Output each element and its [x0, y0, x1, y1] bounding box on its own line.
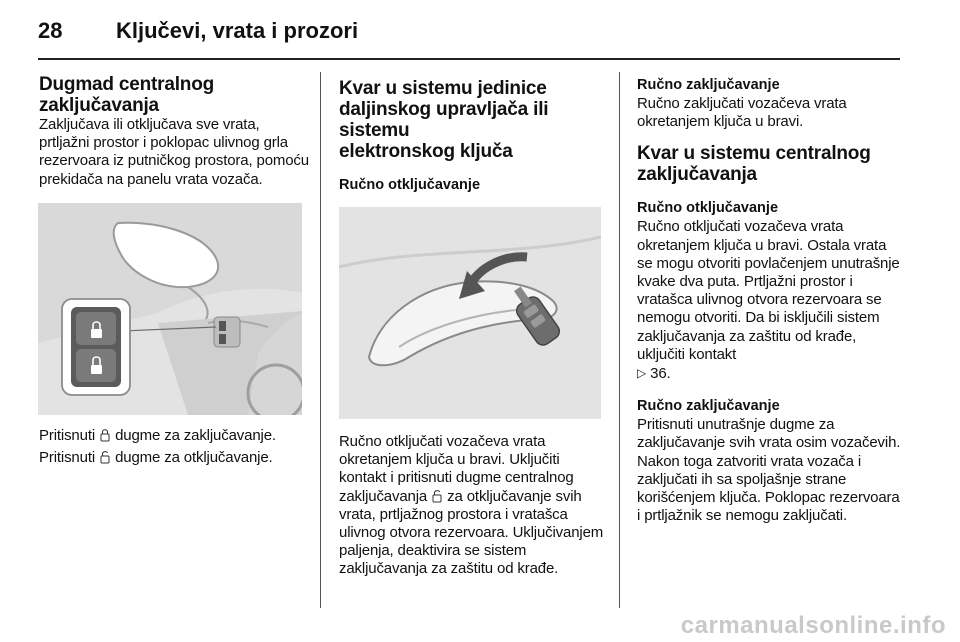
subheading-manual-unlock: Ručno otključavanje — [637, 200, 779, 217]
manual-lock-text: Pritisnuti unutrašnje dugme za zaključavanje svih vrata osim vozačevih. Nakon toga zatvoriti vrata vozača i zaključati ih sa spoljašnje strane korišćenjem ključa. Poklopac rezervoara i prtljažnik se nemogu zaključati. — [637, 416, 901, 525]
door-panel-illustration — [38, 203, 302, 415]
subheading-manual-lock: Ručno zaključavanje — [637, 398, 780, 415]
column-left — [39, 72, 309, 467]
chapter-title: Ključevi, vrata i prozori — [116, 18, 359, 43]
page-number: 28 — [38, 18, 63, 43]
manual-unlock-text: Ručno otključati vozačeva vrata okretanjem ključa u bravi. Ostala vrata se mogu otvoriti povlačenjem unutrašnje kvake dva puta. Prtljažni prostor i vratašca ulivnog otvora rezervoara se nemogu otvoriti. Da bi isključili sistem zaključavanja za zaštitu od krađe, uključiti kontakt ▷ 36. — [637, 218, 900, 383]
door-handle-key-illustration — [339, 207, 601, 419]
column-divider — [320, 72, 321, 608]
page-header — [38, 14, 900, 56]
lock-open-icon — [432, 489, 442, 503]
column-middle — [339, 72, 607, 579]
column-right — [637, 72, 905, 525]
subheading-manual-unlock: Ručno otključavanje — [339, 177, 481, 193]
manual-lock-text: Ručno zaključati vozačeva vrata okretanjem ključa u bravi. — [637, 95, 847, 131]
lock-open-icon — [100, 450, 110, 464]
section-heading-central-locking-fault: Kvar u sistemu centralnog zaključavanja — [637, 143, 871, 186]
watermark: carmanualsonline.info — [680, 612, 946, 639]
column-divider — [619, 72, 620, 608]
unlock-instruction: Pritisnuti dugme za otključavanje. — [39, 449, 273, 467]
header-divider — [38, 58, 900, 60]
page-reference-icon: ▷ — [637, 366, 647, 381]
section-heading-central-locking-buttons: Dugmad centralnog zaključavanja — [39, 74, 215, 116]
section-heading-remote-fault: Kvar u sistemu jedinice daljinskog upravljača ili sistemu elektronskog ključa — [339, 78, 549, 162]
manual-unlock-text: Ručno otključati vozačeva vrata okretanjem ključa u bravi. Uključiti kontakt i pritisnuti dugme centralnog zaključavanja za otključavanje svih vrata, prtljažnog prostora i vratašca ulivnog otvora rezervoara. Uključivanjem paljenja, deaktivira se sistem zaključavanja za zaštitu od krađe. — [339, 433, 604, 578]
subheading-manual-lock: Ručno zaključavanje — [637, 77, 780, 93]
lock-instruction: Pritisnuti dugme za zaključavanje. — [39, 426, 276, 444]
page-reference-link[interactable]: 36. — [650, 365, 671, 383]
lock-closed-icon — [100, 428, 110, 442]
intro-text: Zaključava ili otključava sve vrata, prtljažni prostor i poklopac ulivnog grla rezervoara iz putničkog prostora, pomoću prekidača na panelu vrata vozača. — [39, 116, 309, 188]
